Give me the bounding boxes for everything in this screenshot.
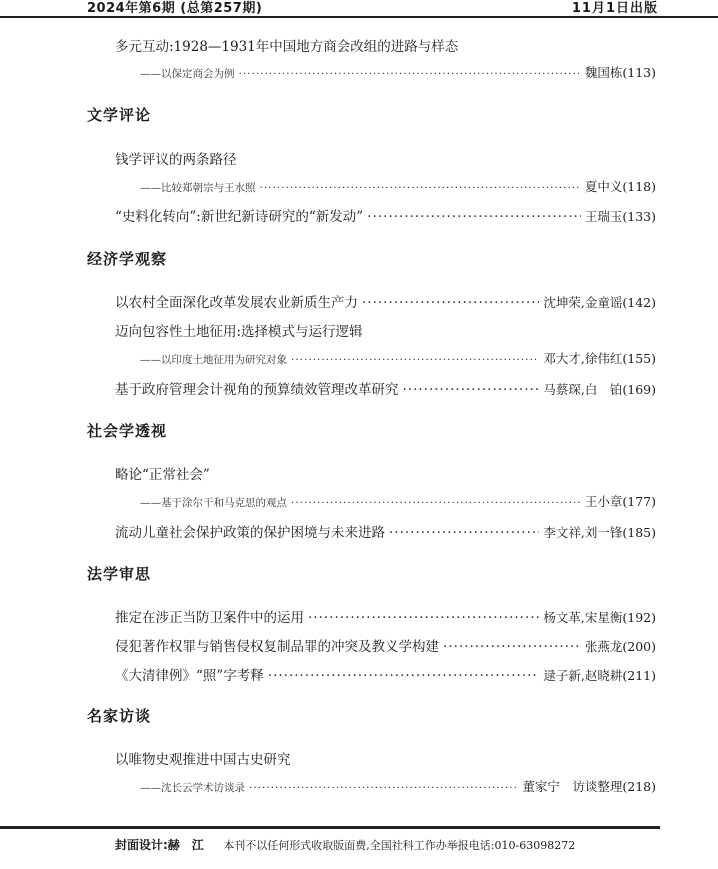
entry-subtitle: ——基于涂尔干和马克思的观点 — [140, 497, 287, 509]
entry-title: 以唯物史观推进中国古史研究 — [115, 752, 291, 768]
toc-entry[interactable] — [140, 777, 656, 799]
section-title-economics: 经济学观察 — [87, 250, 168, 268]
fee-notice: 本刊不以任何形式收取版面费,全国社科工作办举报电话:010-63098272 — [223, 839, 576, 852]
toc-entry[interactable] — [115, 35, 458, 57]
entry-page: (177) — [622, 494, 656, 509]
leader-dots — [249, 782, 518, 794]
toc-entry[interactable] — [115, 291, 656, 313]
entry-author: 沈坤荣,金童谣 — [543, 295, 623, 310]
entry-author: 马蔡琛,白 铂 — [543, 382, 623, 397]
toc-entry[interactable] — [115, 463, 210, 485]
toc-entry[interactable] — [140, 63, 656, 85]
entry-title: 侵犯著作权罪与销售侵权复制品罪的冲突及教义学构建 — [115, 639, 439, 655]
entry-title: 《大清律例》“照”字考释 — [115, 668, 264, 684]
section-title-sociology: 社会学透视 — [87, 422, 168, 440]
entry-author: 王小章 — [584, 494, 623, 509]
toc-entry[interactable] — [115, 748, 291, 770]
toc-entry[interactable] — [115, 521, 656, 543]
entry-page: (113) — [622, 65, 656, 80]
footer-divider — [0, 826, 660, 829]
page-header — [0, 0, 718, 18]
entry-subtitle: ——以保定商会为例 — [140, 68, 235, 80]
leader-dots — [308, 610, 539, 626]
entry-page: (142) — [622, 295, 656, 310]
leader-dots — [389, 525, 539, 541]
leader-dots — [260, 182, 581, 194]
leader-dots — [291, 354, 539, 366]
toc-entry[interactable] — [140, 177, 656, 199]
entry-title: 多元互动:1928—1931年中国地方商会改组的进路与样态 — [115, 39, 459, 55]
toc-entry[interactable] — [115, 320, 363, 342]
entry-author: 张燕龙 — [584, 639, 623, 654]
leader-dots — [291, 497, 581, 509]
issue-number: 2024年第6期 (总第257期) — [87, 1, 263, 16]
entry-page: (218) — [622, 779, 656, 794]
entry-page: (192) — [622, 610, 656, 625]
entry-author: 李文祥,刘一锋 — [543, 525, 623, 540]
cover-design-credit: 封面设计:赫 江 — [115, 838, 204, 852]
entry-page: (118) — [622, 179, 656, 194]
toc-entry[interactable] — [115, 606, 656, 628]
entry-subtitle: ——沈长云学术访谈录 — [140, 782, 245, 794]
toc-entry[interactable] — [115, 148, 237, 170]
entry-page: (133) — [622, 209, 656, 224]
leader-dots — [268, 668, 540, 684]
entry-title: 基于政府管理会计视角的预算绩效管理改革研究 — [115, 382, 399, 398]
publish-date: 11月1日出版 — [571, 1, 658, 16]
entry-title: 以农村全面深化改革发展农业新质生产力 — [115, 295, 358, 311]
entry-author: 邓大才,徐伟红 — [543, 351, 623, 366]
toc-entry[interactable] — [140, 492, 656, 514]
entry-title: “史料化转向”:新世纪新诗研究的“新发动” — [115, 209, 364, 225]
entry-title: 推定在涉正当防卫案件中的运用 — [115, 610, 304, 626]
toc-entry[interactable] — [115, 378, 656, 400]
entry-subtitle: ——比较郑朝宗与王水照 — [140, 182, 256, 194]
entry-page: (155) — [622, 351, 656, 366]
section-title-law: 法学审思 — [87, 565, 152, 583]
section-title-interview: 名家访谈 — [87, 707, 152, 725]
entry-title: 迈向包容性土地征用:选择模式与运行逻辑 — [115, 324, 363, 340]
entry-page: (185) — [622, 525, 656, 540]
entry-title: 略论“正常社会” — [115, 467, 210, 483]
entry-title: 流动儿童社会保护政策的保护困境与未来进路 — [115, 525, 385, 541]
entry-author: 杨文革,宋星衡 — [543, 610, 623, 625]
leader-dots — [239, 68, 581, 80]
entry-author: 逯子新,赵晓耕 — [543, 668, 623, 683]
entry-page: (169) — [622, 382, 656, 397]
leader-dots — [403, 382, 540, 398]
entry-author: 夏中义 — [584, 179, 623, 194]
entry-subtitle: ——以印度土地征用为研究对象 — [140, 354, 287, 366]
section-title-literature: 文学评论 — [87, 106, 152, 124]
entry-page: (200) — [622, 639, 656, 654]
leader-dots — [362, 295, 539, 311]
toc-entry[interactable] — [115, 664, 656, 686]
toc-entry[interactable] — [115, 635, 656, 657]
page-footer — [115, 836, 575, 853]
entry-author: 董家宁 访谈整理 — [522, 779, 623, 794]
entry-author: 魏国栋 — [584, 65, 623, 80]
toc-entry[interactable] — [140, 349, 656, 371]
entry-page: (211) — [622, 668, 656, 683]
entry-author: 王瑞玉 — [584, 209, 623, 224]
leader-dots — [443, 639, 581, 655]
entry-title: 钱学评议的两条路径 — [115, 152, 237, 168]
leader-dots — [367, 209, 581, 225]
toc-entry[interactable] — [115, 205, 656, 227]
